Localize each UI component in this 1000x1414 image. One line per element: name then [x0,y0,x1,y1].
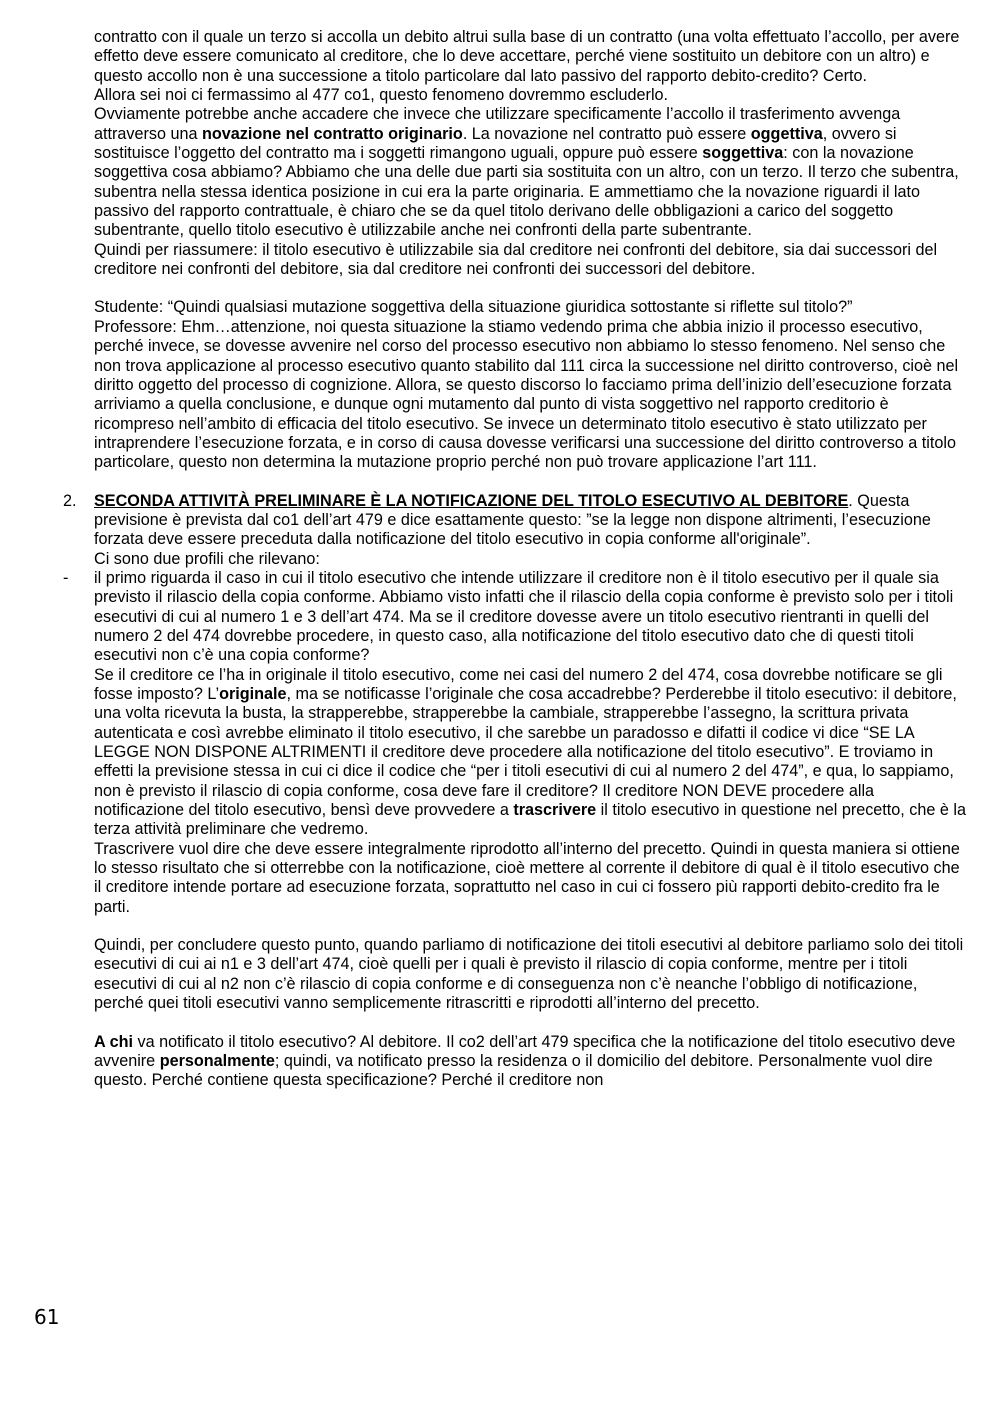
text-run: il titolo esecutivo in questione nel precetto, che è la terza attività preliminare che vedremo. [94,801,966,839]
dash-list-item [0,569,1000,666]
page-number: 61 [34,1305,60,1329]
paragraph-trascrivere [94,840,968,917]
text-run: contratto con il quale un terzo si accolla un debito altrui sulla base di un contratto (una volta effettuato l’accollo, per avere effetto deve essere comunicato al creditore, che lo deve accettare, perché viene sostituito un debitore con un altro) e questo accollo non è una successione a titolo particolare dal lato passivo del rapporto debito-credito? Certo. [94,28,960,85]
bold-term: originale [219,685,287,703]
list-item-text [94,569,968,666]
text-run: Ovviamente potrebbe anche accadere che invece che utilizzare specificamente l’accollo il trasferimento avvenga attraverso una [94,105,901,143]
paragraph-studente [94,298,968,317]
text-run: . La novazione nel contratto può essere [462,124,751,143]
text-run: Trascrivere vuol dire che deve essere integralmente riprodotto all’interno del precetto. Quindi in questa maniera si ottiene lo stesso risultato che si otterrebbe con la notificazione, cioè mettere al corrente il debitore di qual è il titolo esecutivo che il creditore intende portare ad esecuzione forzata, soprattutto nel caso in cui ci fossero più rapporti debito-credito fra le parti. [94,839,960,916]
text-run: Se il creditore ce l’ha in originale il titolo esecutivo, come nei casi del numero 2 del 474, cosa dovrebbe notificare se gli fosse imposto? L’ [94,665,943,703]
text-run: Studente: “Quindi qualsiasi mutazione soggettiva della situazione giuridica sottostante si riflette sul titolo?” [94,298,853,317]
text-run: va notificato il titolo esecutivo? Al debitore. Il co2 dell’art 479 specifica che la notificazione del titolo esecutivo deve avvenire [94,1032,956,1070]
bold-term: novazione nel contratto originario [201,124,463,143]
paragraph-professore [94,318,968,473]
paragraph-concludere [94,936,968,1013]
numbered-list-item [0,492,1000,550]
document-page [0,28,1000,1091]
section-heading: SECONDA ATTIVITÀ PRELIMINARE È LA NOTIFICAZIONE DEL TITOLO ESECUTIVO AL DEBITORE [94,491,849,510]
text-run: Ci sono due profili che rilevano: [94,549,320,568]
text-run: Quindi per riassumere: il titolo esecutivo è utilizzabile sia dal creditore nei confronti del debitore, sia dai successori del creditore nei confronti del debitore, sia dal creditore nei confronti dei successori del debitore. [94,240,938,279]
spacer [0,279,1000,298]
bold-term: trascrivere [513,801,597,820]
paragraph-accollo [94,28,968,86]
list-dash: - [63,568,69,587]
spacer [0,917,1000,936]
paragraph-477 [94,86,968,105]
text-run: Allora sei noi ci fermassimo al 477 co1, questo fenomeno dovremmo escluderlo. [94,86,669,105]
paragraph-a-chi [94,1033,968,1091]
text-run: . Questa previsione è prevista dal co1 dell’art 479 e dice esattamente questo: ”se la legge non dispone altrimenti, l’esecuzione forzata deve essere preceduta dalla notificazione del titolo esecutivo in copia conforme all'originale”. [94,491,931,549]
text-run: Professore: Ehm…attenzione, noi questa situazione la stiamo vedendo prima che abbia inizio il processo esecutivo, perché invece, se dovesse avvenire nel corso del processo esecutivo non abbiamo lo stesso fenomeno. Nel senso che non trova applicazione al processo esecutivo quanto stabilito dal 111 circa la successione nel diritto controverso, cioè nel diritto oggetto del processo di cognizione. Allora, se questo discorso lo facciamo prima dell’inizio dell’esecuzione forzata arriviamo a quella conclusione, e dunque ogni mutamento dal punto di vista soggettivo nel rapporto creditorio è ricompreso nell’ambito di efficacia del titolo esecutivo. Se invece un determinato titolo esecutivo è stato utilizzato per intraprendere l’esecuzione forzata, e in corso di causa dovesse verificarsi una successione del diritto controverso a titolo particolare, questo non determina la mutazione proprio perché non può trovare applicazione l’art 111. [94,317,959,472]
bold-term: oggettiva [750,124,823,143]
spacer [0,1014,1000,1033]
bold-term: personalmente [159,1051,275,1070]
paragraph-riassumere [94,241,968,280]
paragraph-profili [94,550,968,569]
list-number: 2. [63,491,77,510]
spacer [0,473,1000,492]
text-run: ; quindi, va notificato presso la residenza o il domicilio del debitore. Personalmente vuol dire questo. Perché contiene questa specificazione? Perché il creditore non [94,1051,933,1090]
list-item-text [94,492,968,550]
text-run: : con la novazione soggettiva cosa abbiamo? Abbiamo che una delle due parti sia sostituita con un altro, con un terzo. Il terzo che subentra, subentra nella stessa identica posizione in cui era la parte originaria. E ammettiamo che la novazione riguardi il lato passivo del rapporto contrattuale, è chiaro che se da quel titolo derivano delle obbligazioni a carico del soggetto subentrante, quello titolo esecutivo è utilizzabile anche nei confronti della parte subentrante. [94,144,959,240]
paragraph-novazione [94,105,968,240]
text-run: Quindi, per concludere questo punto, quando parliamo di notificazione dei titoli esecutivi al debitore parliamo solo dei titoli esecutivi di cui ai n1 e 3 dell’art 474, cioè quelli per i quali è previsto il rilascio di copia conforme, mentre per i titoli esecutivi di cui al n2 non c’è rilascio di copia conforme e di conseguenza non c’è neanche l’obbligo di notificazione, perché quei titoli esecutivi vanno semplicemente ritrascritti e riprodotti all’interno del precetto. [94,936,964,1013]
paragraph-originale [94,666,968,840]
text-run: , ma se notificasse l’originale che cosa accadrebbe? Perderebbe il titolo esecutivo: il debitore, una volta ricevuta la busta, la strapperebbe, strapperebbe la cambiale, strapperebbe l’assegno, la scrittura privata autenticata e così avrebbe eliminato il titolo esecutivo, il che sarebbe un paradosso e difatti il codice vi dice “SE LA LEGGE NON DISPONE ALTRIMENTI il creditore deve procedere alla notificazione del titolo esecutivo”. E troviamo in effetti la previsione stessa in cui ci dice il codice che “per i titoli esecutivi di cui al numero 2 del 474”, e qua, lo sappiamo, non è previsto il rilascio di copia conforme, cosa deve fare il creditore? Il creditore NON DEVE procedere alla notificazione del titolo esecutivo, bensì deve provvedere a [94,685,957,820]
text-run: il primo riguarda il caso in cui il titolo esecutivo che intende utilizzare il creditore non è il titolo esecutivo per il quale sia previsto il rilascio della copia conforme. Abbiamo visto infatti che il rilascio della copia conforme è previsto solo per i titoli esecutivi di cui al numero 1 e 3 dell’art 474. Ma se il creditore dovesse avere un titolo esecutivo rientranti in quelli del numero 2 del 474 dovrebbe procedere, in questo caso, alla notificazione del titolo esecutivo dato che di questi titoli esecutivi non c’è una copia conforme? [94,568,954,665]
text-run: , ovvero si sostituisce l’oggetto del contratto ma i soggetti rimangono uguali, oppure può essere [94,124,897,163]
bold-term: A chi [94,1032,133,1051]
bold-term: soggettiva [702,144,784,163]
